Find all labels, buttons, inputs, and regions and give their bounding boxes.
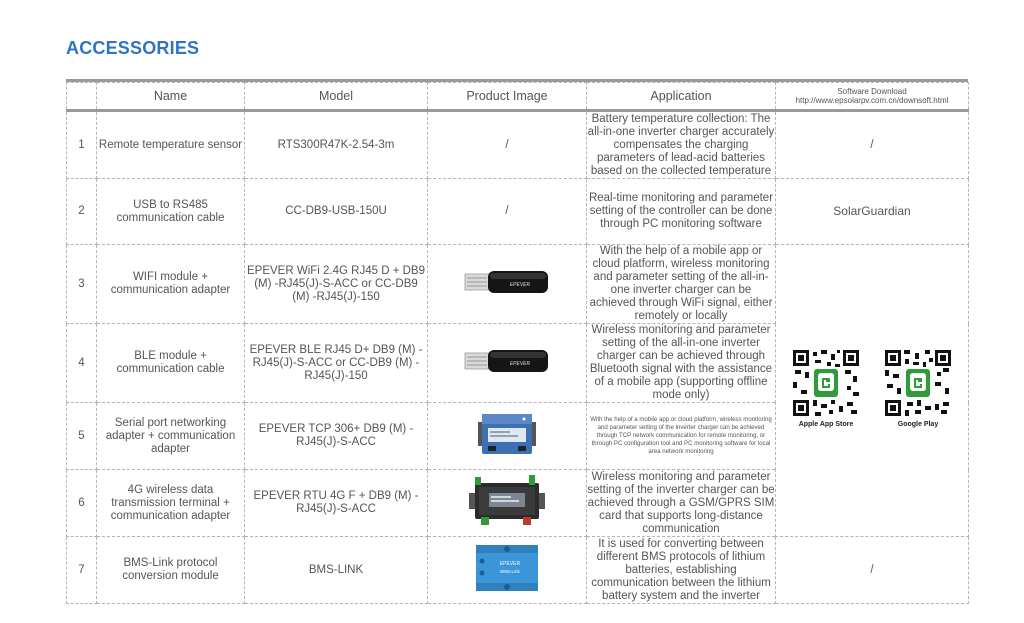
row-model: BMS-LINK: [245, 537, 428, 604]
table-row: [67, 179, 969, 245]
bms-link-brand: EPEVER: [499, 561, 521, 567]
table-row: [67, 245, 969, 324]
google-play-qr-code[interactable]: [885, 350, 951, 416]
row-application: Real-time monitoring and parameter setting of the controller can be done through PC monitoring software: [587, 179, 776, 245]
tcp-adapter-image: [476, 408, 538, 460]
row-number: 2: [67, 179, 97, 245]
rtu-4g-terminal-image: [469, 475, 545, 527]
row-number: 7: [67, 537, 97, 604]
apple-app-store-label: Apple App Store: [798, 421, 854, 428]
row-name: BLE module + communication cable: [97, 324, 245, 403]
ble-module-image: [464, 347, 550, 375]
row-download[interactable]: SolarGuardian: [776, 179, 969, 245]
row-name: WIFI module + communication adapter: [97, 245, 245, 324]
header-download-url[interactable]: http://www.epsolarpv.com.cn/downsoft.html: [795, 96, 949, 105]
row-application: Wireless monitoring and parameter setting of the all-in-one inverter charger can be achieved through Bluetooth signal with the assistance of a mobile app (supporting offline mode only): [587, 324, 776, 403]
header-no: [67, 83, 97, 111]
row-number: 5: [67, 403, 97, 470]
header-model: Model: [245, 83, 428, 111]
apple-qr-block[interactable]: [793, 350, 859, 431]
row-image: [428, 403, 587, 470]
bms-link-module-image: [474, 543, 540, 593]
wifi-module-image: [464, 268, 550, 296]
table-row: [67, 111, 969, 179]
qr-codes: [776, 350, 968, 431]
row-application: With the help of a mobile app or cloud platform, wireless monitoring and parameter setting of the inverter charger can be achieved through TCP network communication for remote monitoring, or through PC configuration tool and PC monitoring software for local area network monitoring: [587, 403, 776, 470]
row-name: BMS-Link protocol conversion module: [97, 537, 245, 604]
row-name: USB to RS485 communication cable: [97, 179, 245, 245]
row-model: RTS300R47K-2.54-3m: [245, 111, 428, 179]
row-application: With the help of a mobile app or cloud platform, wireless monitoring and parameter setting of the all-in-one inverter charger can be achieved through WiFi signal, either remotely or locally: [587, 245, 776, 324]
row-model: EPEVER WiFi 2.4G RJ45 D + DB9 (M) -RJ45(J)-S-ACC or CC-DB9 (M) -RJ45(J)-150: [245, 245, 428, 324]
row-model: CC-DB9-USB-150U: [245, 179, 428, 245]
row-number: 1: [67, 111, 97, 179]
row-application: Wireless monitoring and parameter setting of the inverter charger can be achieved through a GSM/GPRS SIM card that supports long-distance communication: [587, 470, 775, 535]
ble-module-brand: EPEVER: [509, 361, 531, 367]
qr-download-cell: [776, 245, 969, 537]
row-number: 4: [67, 324, 97, 403]
row-image: [428, 470, 587, 537]
row-model: EPEVER BLE RJ45 D+ DB9 (M) -RJ45(J)-S-ACC or CC-DB9 (M) -RJ45(J)-150: [245, 324, 428, 403]
page-title: ACCESSORIES: [66, 38, 200, 58]
apple-qr-code[interactable]: [793, 350, 859, 416]
row-download: /: [776, 537, 969, 604]
google-play-label: Google Play: [897, 421, 939, 428]
row-download: /: [776, 111, 969, 179]
row-application: Battery temperature collection: The all-in-one inverter charger accurately compensates the charging parameters of lead-acid batteries based on the collected temperature: [587, 112, 775, 177]
bms-link-label: BMS-Link: [500, 569, 520, 574]
row-image: /: [428, 111, 587, 179]
header-name: Name: [97, 83, 245, 111]
header-application: Application: [587, 83, 776, 111]
header-image: Product Image: [428, 83, 587, 111]
wifi-module-brand: EPEVER: [509, 282, 531, 288]
accessories-table: [66, 82, 969, 604]
row-number: 6: [67, 470, 97, 537]
row-image: [428, 245, 587, 324]
header-download: [776, 83, 969, 111]
row-image: [428, 537, 587, 604]
google-qr-block[interactable]: [885, 350, 951, 431]
row-application: It is used for converting between different BMS protocols of lithium batteries, establishing communication between the lithium battery system and the inverter: [587, 537, 776, 604]
row-image: [428, 324, 587, 403]
row-model: EPEVER RTU 4G F + DB9 (M) -RJ45(J)-S-ACC: [245, 470, 428, 537]
header-download-title: Software Download: [837, 87, 907, 96]
table-row: [67, 537, 969, 604]
row-name: Remote temperature sensor: [97, 111, 245, 179]
table-header-row: [67, 83, 969, 111]
row-number: 3: [67, 245, 97, 324]
row-name: Serial port networking adapter + communication adapter: [97, 403, 245, 470]
row-name: 4G wireless data transmission terminal + communication adapter: [97, 470, 245, 537]
row-model: EPEVER TCP 306+ DB9 (M) -RJ45(J)-S-ACC: [245, 403, 428, 470]
row-image: /: [428, 179, 587, 245]
